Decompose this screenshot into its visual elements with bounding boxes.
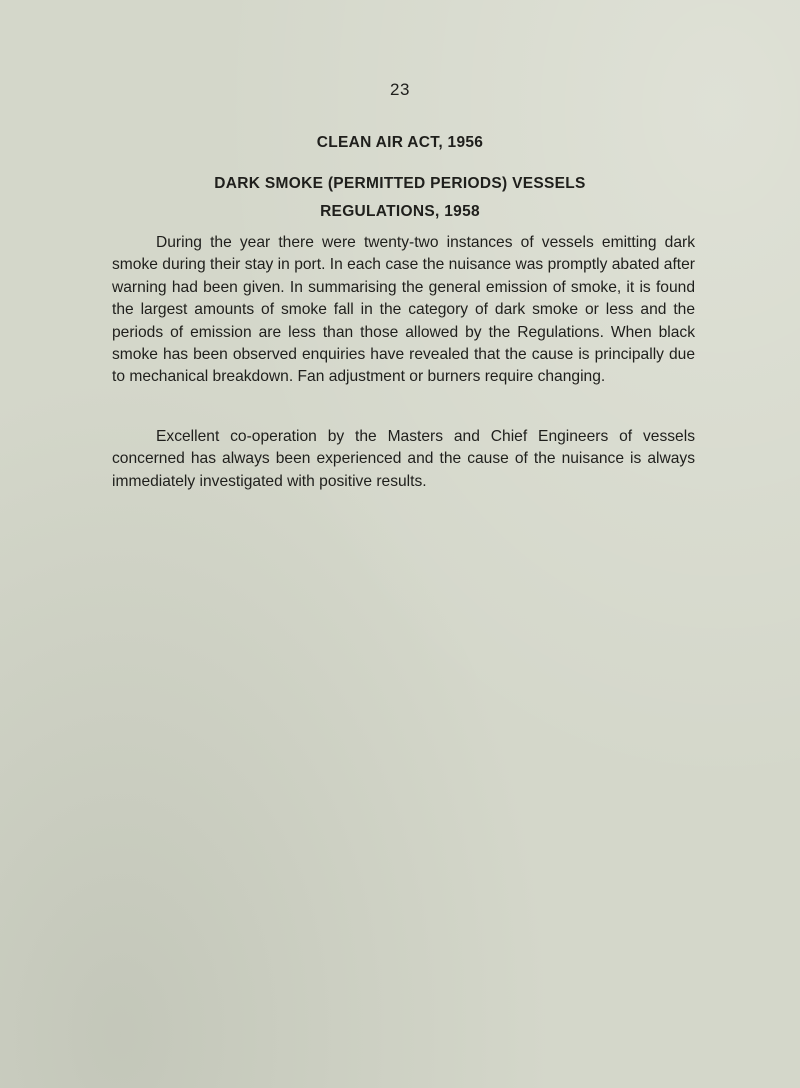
regulations-title-line-2: REGULATIONS, 1958 <box>320 203 480 220</box>
body-paragraph-1: During the year there were twenty-two instances of vessels emitting dark smoke during their stay in port. In each case the nuisance was promptly abated after warning had been given. In summarising the general emission of smoke, it is found the largest amounts of smoke fall in the category of dark smoke or less and the periods of emission are less than those allowed by the Regulations. When black smoke has been observed enquiries have revealed that the cause is principally due to mechanical breakdown. Fan adjustment or burners require changing. <box>112 234 695 386</box>
body-paragraph-2: Excellent co-operation by the Masters and Chief Engineers of vessels concerned has always been experienced and the cause of the nuisance is always immediately investigated with positive results. <box>112 428 695 490</box>
act-title: CLEAN AIR ACT, 1956 <box>316 134 484 151</box>
regulations-title-line-1: DARK SMOKE (PERMITTED PERIODS) VESSELS <box>214 175 586 192</box>
page-number: 23 <box>390 80 410 99</box>
